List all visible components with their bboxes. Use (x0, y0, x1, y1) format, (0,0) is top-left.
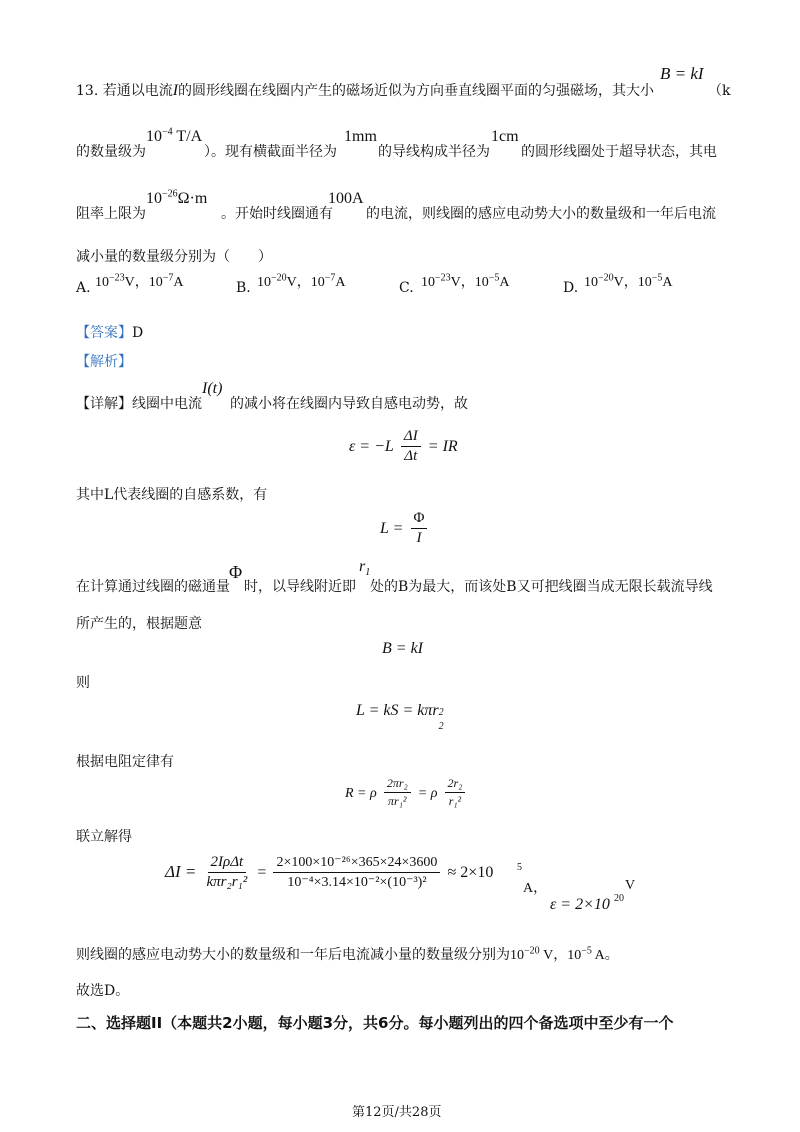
a-base: 10 (567, 948, 582, 963)
question-line-3b: 。开始时线圈通有 (221, 206, 333, 222)
current-function: I(t) (202, 380, 223, 397)
question-line-2b: ）。现有横截面半径为 (204, 144, 337, 160)
detail-line-3c: 处的B为最大，而该处B又可把线圈当成无限长载流导线 (370, 579, 713, 595)
option-b-values (257, 271, 346, 291)
delta-I-unit (523, 877, 547, 897)
text-segment: 的数量级为 (76, 144, 146, 160)
opt-base: 10 (257, 275, 271, 290)
denominator: I (416, 530, 422, 546)
answer-value: D (132, 325, 144, 341)
rho-unit: Ω·m (177, 190, 208, 207)
k-unit: T/A (172, 128, 203, 145)
r-letter: r (359, 558, 366, 575)
rho-base: 10 (146, 190, 162, 207)
question-line-3a: 阻率上限为 (76, 206, 146, 222)
conclusion-text: 则线圈的感应电动势大小的数量级和一年后电流减小量的数量级分别为 (76, 947, 510, 963)
fraction (273, 854, 440, 891)
answer-tag: 【答案】 (76, 325, 132, 341)
option-label: B. (236, 280, 251, 296)
numerator: Φ (411, 510, 428, 529)
option-label: C. (399, 280, 414, 296)
equation-resistance (345, 776, 467, 809)
end: 。 (604, 947, 619, 963)
opt-a: A (662, 275, 673, 290)
option-b (236, 280, 251, 296)
r-sub: 1 (365, 567, 371, 579)
eq-sign: = (257, 864, 267, 881)
detail-text: 线圈中电流 (132, 396, 202, 412)
question-line-2d: 的圆形线圈处于超导状态，其电 (521, 144, 717, 160)
opt-base: 10 (310, 275, 325, 290)
fraction (445, 776, 466, 809)
denominator: 10⁻⁴×3.14×10⁻²×(10⁻³)² (287, 875, 427, 890)
eq-approx: ≈ 2×10 (447, 864, 494, 881)
opt-base: 10 (637, 275, 652, 290)
epsilon-value: ε = 2×10 (550, 896, 610, 913)
question-line-4: 减小量的数量级分别为（ ） (76, 249, 272, 265)
numerator: ΔI (401, 428, 421, 447)
eq-mid: = ρ (417, 786, 438, 801)
opt-base: 10 (584, 275, 598, 290)
question-number-text: 13. 若通以电流 (76, 83, 173, 99)
detail-line-4: 所产生的，根据题意 (76, 616, 202, 632)
option-label: A. (76, 280, 91, 296)
opt-base: 10 (421, 275, 435, 290)
equation-L-kS: L = kS = kπr 2 2 (356, 702, 444, 732)
detail-line-1b: 的减小将在线圈内导致自感电动势，故 (230, 396, 468, 412)
option-a (76, 280, 91, 296)
opt-v-exp: −23 (435, 272, 451, 284)
rho-exp: −26 (162, 188, 178, 200)
current-value: 100A (328, 190, 364, 207)
opt-a: A (499, 275, 510, 290)
detail-line-9: 故选D。 (76, 983, 130, 999)
opt-base: 10 (148, 275, 163, 290)
eq-left: ΔI = (165, 862, 197, 881)
opt-a: A (335, 275, 346, 290)
equation-inductance (380, 510, 429, 547)
denominator: Δt (404, 448, 418, 464)
eq-left: ε = −L (349, 438, 394, 455)
option-d (563, 280, 578, 296)
detail-line-7: 联立解得 (76, 829, 132, 845)
question-text: 的圆形线圈在线圈内产生的磁场近似为方向垂直线圈平面的匀强磁场，其大小 (178, 83, 655, 99)
eq-body: L = kS = kπr (356, 702, 439, 719)
denominator: πr₁² (388, 794, 407, 808)
fraction (384, 776, 411, 809)
question-line-2c: 的导线构成半径为 (378, 144, 490, 160)
option-c (399, 280, 414, 296)
eq-right: = IR (427, 438, 458, 455)
question-line-2 (76, 141, 146, 161)
opt-v: V (286, 275, 297, 290)
opt-v-exp: −20 (271, 272, 287, 284)
opt-a: A (173, 275, 184, 290)
option-d-values (584, 271, 673, 291)
answer-line (76, 322, 143, 342)
fraction (203, 854, 250, 891)
sep: ， (553, 947, 568, 963)
opt-base: 10 (474, 275, 489, 290)
denominator: r₁² (448, 794, 462, 808)
a-unit: A (591, 948, 605, 963)
section-heading: 二、选择题II（本题共2小题，每小题3分，共6分。每小题列出的四个备选项中至少有一个 (76, 1014, 674, 1032)
fraction (411, 510, 428, 547)
v-exp: −20 (524, 945, 540, 957)
fraction (401, 428, 421, 465)
k-base: 10 (146, 128, 162, 145)
opt-v: V (450, 275, 461, 290)
opt-sep: ， (460, 275, 475, 290)
r1-symbol (359, 558, 371, 579)
epsilon-unit: V (625, 878, 636, 893)
opt-base: 10 (95, 275, 109, 290)
detail-line-5: 则 (76, 675, 90, 691)
k-open-paren: （k (708, 83, 731, 99)
option-c-values (421, 271, 510, 291)
opt-v: V (613, 275, 624, 290)
opt-sep: ， (296, 275, 311, 290)
analysis-tag: 【解析】 (76, 354, 132, 370)
opt-sep: ， (134, 275, 149, 290)
equation-emf (349, 428, 458, 465)
equation-delta-I (165, 854, 493, 891)
denominator: kπr₂r₁² (206, 874, 248, 890)
detail-line-6: 根据电阻定律有 (76, 754, 174, 770)
question-line-1 (76, 80, 654, 100)
comma: ， (533, 881, 548, 896)
opt-a-exp: −7 (162, 272, 174, 284)
delta-I-exp: 5 (517, 862, 522, 873)
page-footer: 第12页/共28页 (352, 1105, 442, 1120)
opt-a-exp: −5 (488, 272, 500, 284)
opt-sep: ， (623, 275, 638, 290)
option-label: D. (563, 280, 579, 296)
epsilon-exp: 20 (614, 893, 624, 904)
numerator: 2×100×10⁻²⁶×365×24×3600 (273, 854, 440, 873)
opt-a-exp: −7 (324, 272, 336, 284)
detail-line-2: 其中L代表线圈的自感系数，有 (76, 487, 268, 503)
detail-tag: 【详解】 (76, 396, 132, 412)
b-equals-ki: B = kI (660, 64, 704, 83)
option-a-values (95, 271, 184, 291)
r1-value: 1mm (344, 128, 377, 145)
current-symbol: I (172, 82, 179, 99)
detail-line-8 (76, 944, 619, 964)
numerator: 2πr₂ (384, 776, 411, 793)
rho-value (146, 190, 207, 208)
detail-line-3a: 在计算通过线圈的磁通量 (76, 579, 230, 595)
opt-v: V (124, 275, 135, 290)
v-base: 10 (510, 948, 524, 963)
eq-left: R = ρ (345, 786, 377, 801)
r2-value: 1cm (491, 128, 519, 145)
numerator: 2r₂ (445, 776, 466, 793)
unit: A (523, 881, 534, 896)
k-exp: −4 (162, 126, 173, 138)
question-line-3c: 的电流，则线圈的感应电动势大小的数量级和一年后电流 (366, 206, 716, 222)
opt-v-exp: −20 (598, 272, 614, 284)
equation-b-kI: B = kI (382, 640, 423, 657)
a-exp: −5 (581, 945, 592, 957)
eq-left: L = (380, 520, 404, 537)
detail-line-3b: 时，以导线附近即 (244, 579, 356, 595)
phi-symbol: Φ (229, 562, 243, 582)
k-value (146, 128, 202, 146)
numerator: 2IρΔt (208, 854, 247, 873)
v-unit: V (539, 948, 554, 963)
opt-a-exp: −5 (651, 272, 663, 284)
opt-v-exp: −23 (109, 272, 125, 284)
detail-line-1 (76, 393, 202, 413)
